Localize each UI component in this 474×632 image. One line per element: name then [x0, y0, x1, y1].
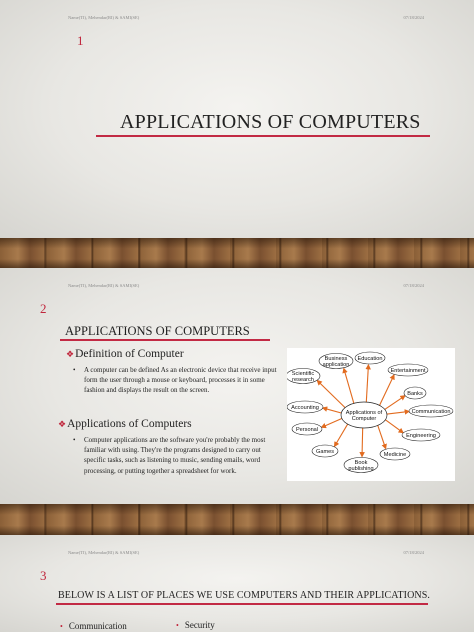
heading-text: Definition of Computer: [75, 348, 184, 360]
list-item: [176, 620, 215, 630]
diagram-node-communication: Communication: [411, 409, 451, 415]
diagram-arrow: [344, 369, 354, 404]
diagram-arrow: [366, 365, 368, 402]
diamond-bullet-icon: ❖: [66, 349, 75, 359]
slide-number: 1: [77, 33, 84, 48]
diagram-arrow: [385, 419, 403, 432]
applications-diagram: [287, 348, 455, 481]
diagram-node-medicine: Medicine: [383, 452, 407, 458]
diagram-arrow: [362, 428, 363, 457]
bullet-dot-icon: •: [73, 366, 76, 374]
slide-number: 3: [40, 568, 47, 583]
diagram-node-business-application: Business application: [322, 355, 350, 369]
slide-date: 07/18/2024: [403, 15, 424, 20]
slide-date: 07/18/2024: [403, 550, 424, 555]
list-item-label: Communication: [68, 621, 127, 631]
slide-1: [0, 0, 474, 238]
slide-date: 07/18/2024: [403, 283, 424, 288]
diagram-arrow: [378, 425, 386, 448]
definition-text: [73, 365, 284, 396]
applications-text: [73, 435, 280, 476]
diagram-node-book-publishing: Book publishing: [348, 459, 374, 473]
list-item-label: Security: [184, 620, 215, 630]
slide-2: [0, 268, 474, 504]
heading-text: Applications of Computers: [67, 418, 192, 430]
diagram-node-banks: Banks: [407, 391, 423, 397]
list-item: [60, 621, 127, 631]
diamond-bullet-icon: ❖: [58, 419, 67, 429]
diagram-node-entertainment: Entertainment: [390, 368, 426, 374]
diagram-node-center: Applications of Computer: [345, 409, 383, 423]
diagram-arrow: [322, 418, 343, 427]
heading-definition: [66, 348, 184, 360]
diagram-node-education: Education: [357, 356, 383, 362]
diagram-node-personal: Personal: [295, 427, 319, 433]
diagram-arrow: [386, 411, 409, 414]
bullet-dot-icon: •: [176, 621, 179, 630]
title-underline: [60, 339, 270, 341]
heading-applications: [58, 418, 192, 430]
slide-title: APPLICATIONS OF COMPUTERS: [120, 111, 421, 133]
slide-title: APPLICATIONS OF COMPUTERS: [65, 324, 250, 338]
title-underline: [96, 135, 430, 137]
diagram-arrow: [317, 381, 345, 408]
diagram-arrow: [335, 424, 348, 446]
paragraph: Computer applications are the software you're probably the most familiar with using. They're the programs designed to carry out specific tasks, such as listening to music, sending emails, word processing, or putting together a spreadsheet for work.: [84, 436, 266, 475]
slide-footer-authors: Name(TI), Mehendar(RI) & SAMI(SE): [68, 15, 140, 20]
wood-separator: [0, 504, 474, 535]
diagram-node-engineering: Engineering: [406, 433, 436, 439]
slide-3: [0, 535, 474, 632]
slide-footer-authors: Name(TI), Mehendar(RI) & SAMI(SE): [68, 550, 140, 555]
bullet-dot-icon: •: [60, 622, 63, 631]
slide-title: BELOW IS A LIST OF PLACES WE USE COMPUTERS AND THEIR APPLICATIONS.: [58, 590, 431, 601]
diagram-arrow: [323, 408, 342, 413]
diagram-node-accounting: Accounting: [291, 405, 319, 411]
slide-footer-authors: Name(TI), Mehendar(RI) & SAMI(SE): [68, 283, 140, 288]
bullet-dot-icon: •: [73, 436, 76, 444]
title-underline: [56, 603, 428, 605]
diagram-arrow: [379, 375, 394, 406]
paragraph: A computer can be defined As an electronic device that receive input form the user through a mouse or keyboard, processes it in some fashion and displays the result on the screen.: [84, 366, 277, 395]
diagram-arrow: [384, 396, 405, 410]
diagram-node-games: Games: [315, 449, 335, 455]
slide-number: 2: [40, 301, 47, 316]
diagram-node-scientific-research: Scientific research: [291, 370, 315, 384]
wood-separator: [0, 238, 474, 268]
mind-map: [287, 348, 455, 481]
